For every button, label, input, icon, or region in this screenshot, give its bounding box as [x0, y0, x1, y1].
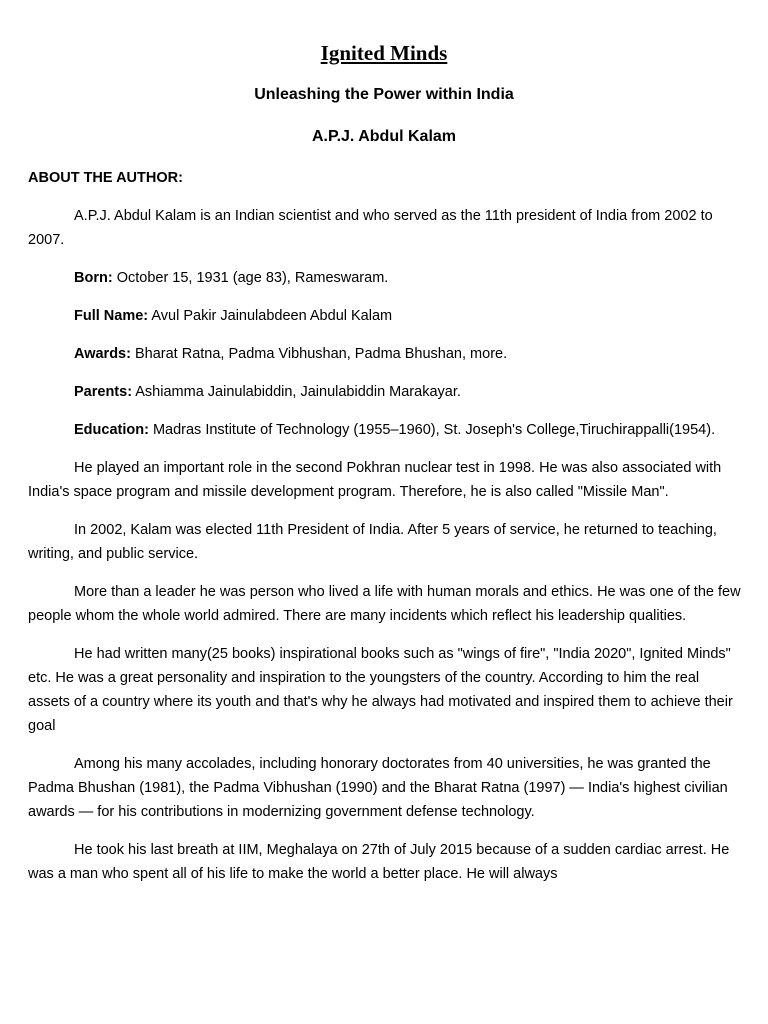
fact-education [28, 418, 744, 442]
document-body [28, 166, 744, 900]
document-subtitle: Unleashing the Power within India [254, 86, 514, 103]
fact-awards [28, 342, 744, 366]
document-title: Ignited Minds [320, 41, 448, 65]
fact-value: Madras Institute of Technology (1955–1960), St. Joseph's College,Tiruchirappalli(1954). [148, 422, 716, 438]
document-author: A.P.J. Abdul Kalam [311, 128, 457, 145]
fact-value: Ashiamma Jainulabiddin, Jainulabiddin Marakayar. [132, 384, 461, 400]
fact-label: Parents: [74, 384, 133, 400]
fact-label: Education: [74, 422, 149, 438]
paragraph-accolades: Among his many accolades, including honorary doctorates from 40 universities, he was granted the Padma Bhushan (1981), the Padma Vibhushan (1990) and the Bharat Ratna (1997) — India's highest civilian awards — for his contributions in modernizing government defense technology. [28, 756, 728, 820]
fact-label: Born: [74, 270, 113, 286]
fact-born [28, 266, 744, 290]
paragraph-presidency: In 2002, Kalam was elected 11th President of India. After 5 years of service, he returned to teaching, writing, and public service. [28, 522, 717, 562]
fact-parents [28, 380, 744, 404]
paragraph-books: He had written many(25 books) inspirational books such as "wings of fire", "India 2020", Ignited Minds" etc. He was a great personality and inspiration to the youngsters of the country. According to him the real assets of a country where its youth and that's why he always had motivated and inspired them to achieve their goal [28, 646, 733, 734]
fact-full-name [28, 304, 744, 328]
paragraph-last-breath: He took his last breath at IIM, Meghalaya on 27th of July 2015 because of a sudden cardiac arrest. He was a man who spent all of his life to make the world a better place. He will always [28, 842, 730, 882]
intro-paragraph: A.P.J. Abdul Kalam is an Indian scientist and who served as the 11th president of India from 2002 to 2007. [28, 208, 713, 248]
fact-value: October 15, 1931 (age 83), Rameswaram. [112, 270, 389, 286]
paragraph-leadership: More than a leader he was person who lived a life with human morals and ethics. He was one of the few people whom the whole world admired. There are many incidents which reflect his leadership qualities. [28, 584, 741, 624]
fact-value: Avul Pakir Jainulabdeen Abdul Kalam [148, 308, 393, 324]
paragraph-pokhran: He played an important role in the second Pokhran nuclear test in 1998. He was also associated with India's space program and missile development program. Therefore, he is also called "Missile Man". [28, 460, 722, 500]
fact-label: Full Name: [74, 308, 149, 324]
fact-label: Awards: [74, 346, 131, 362]
section-heading: ABOUT THE AUTHOR: [28, 170, 183, 186]
fact-value: Bharat Ratna, Padma Vibhushan, Padma Bhushan, more. [130, 346, 508, 362]
